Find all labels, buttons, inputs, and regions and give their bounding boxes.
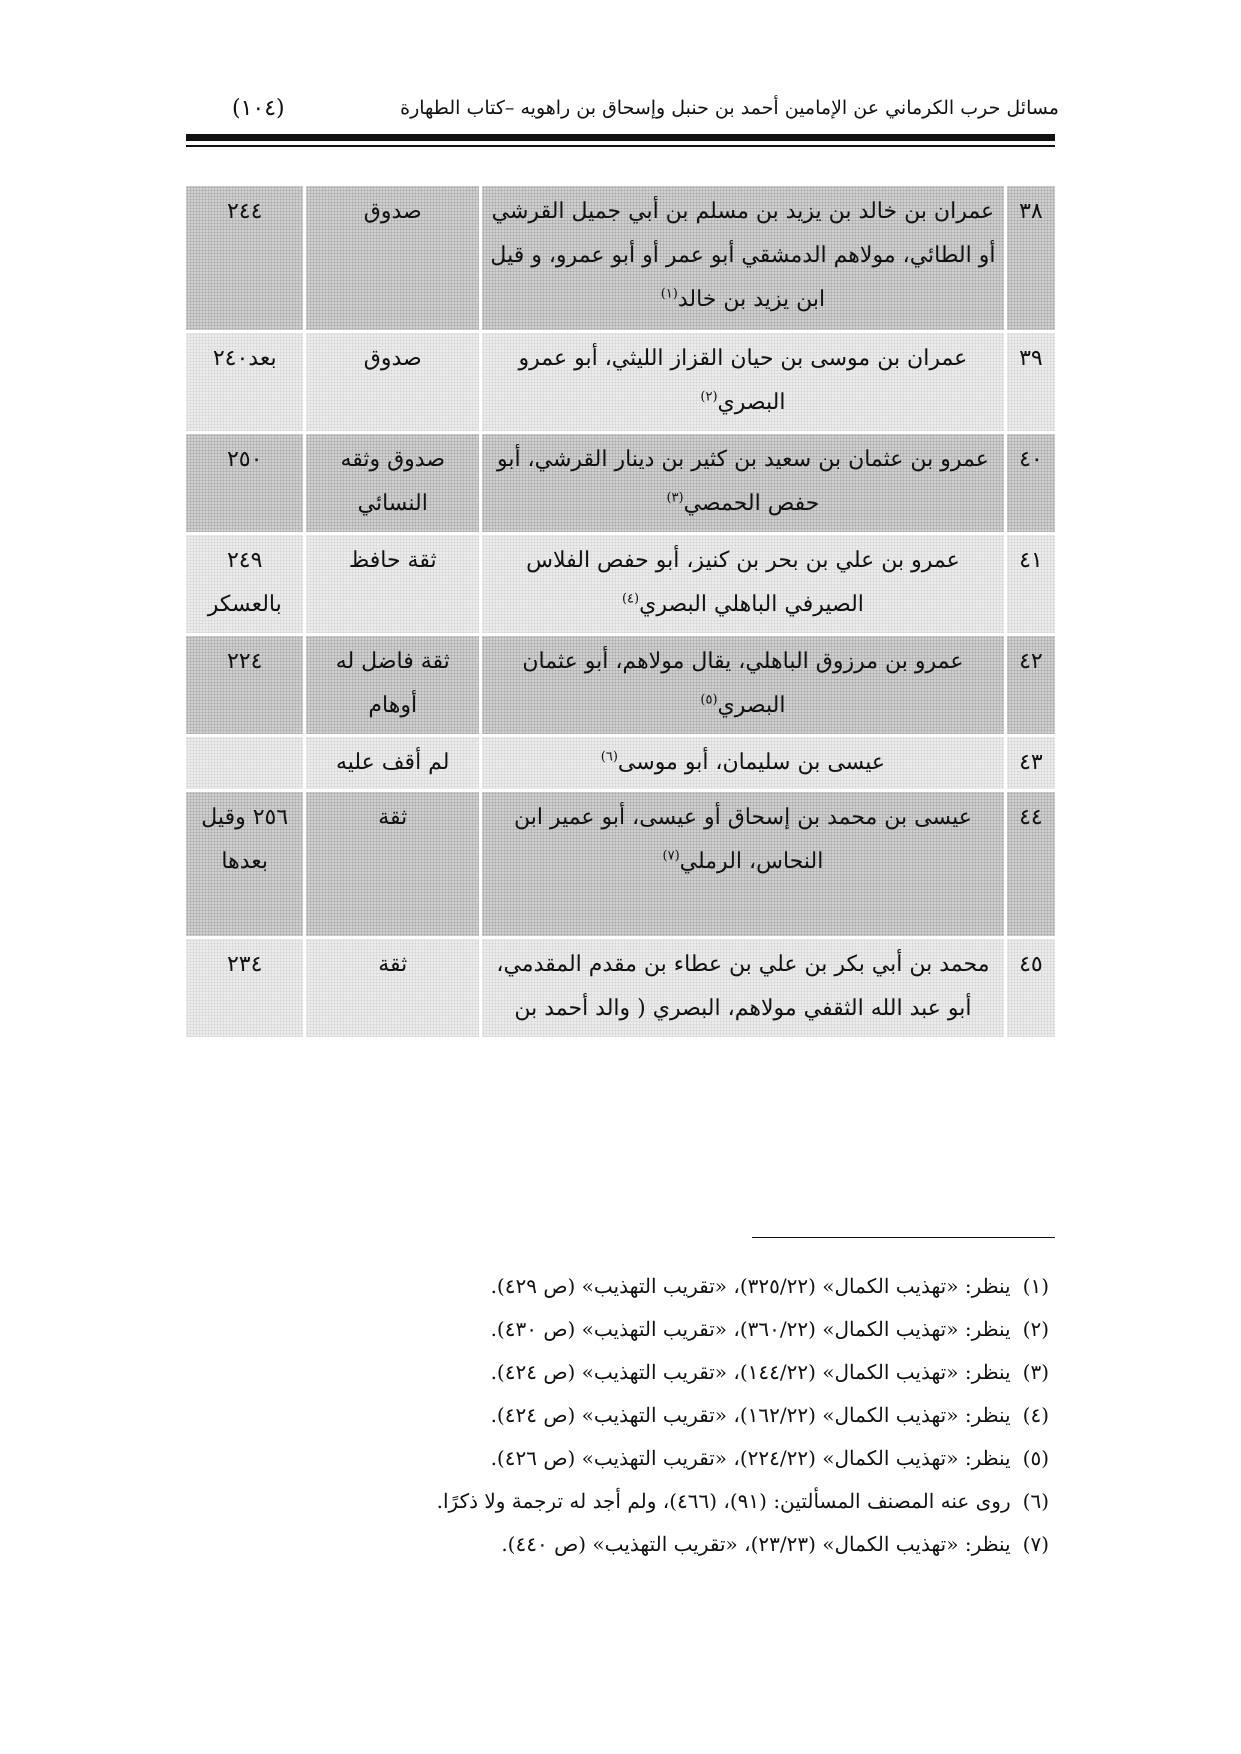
row-number: ٤٢ xyxy=(1004,636,1055,737)
header-rule-thick xyxy=(186,134,1055,141)
death-year: ٢٥٠ xyxy=(186,434,303,535)
footnote-mark: (٢) xyxy=(1022,1317,1049,1341)
footnote-text: ينظر: «تهذيب الكمال» (١٤٤/٢٢)، «تقريب التهذيب» (ص ٤٢٤). xyxy=(490,1360,1011,1384)
narrator-grade: ثقة xyxy=(303,792,479,939)
page-number: (١٠٤) xyxy=(232,95,285,121)
table-row xyxy=(186,792,1055,939)
narrator-grade: صدوق وثقه النسائي xyxy=(303,434,479,535)
footnote-ref[interactable]: (٦) xyxy=(600,749,618,765)
footnote-text: ينظر: «تهذيب الكمال» (٣٦٠/٢٢)، «تقريب التهذيب» (ص ٤٣٠). xyxy=(490,1317,1011,1341)
row-number: ٣٨ xyxy=(1004,186,1055,333)
table-row xyxy=(186,434,1055,535)
row-number: ٤٥ xyxy=(1004,939,1055,1040)
table-row xyxy=(186,737,1055,792)
table-row xyxy=(186,636,1055,737)
table-row xyxy=(186,333,1055,434)
narrator-grade: ثقة xyxy=(303,939,479,1040)
table-row xyxy=(186,939,1055,1040)
running-title: مسائل حرب الكرماني عن الإمامين أحمد بن حنبل وإسحاق بن راهويه –كتاب الطهارة xyxy=(400,97,1059,119)
death-year: ٢٣٤ xyxy=(186,939,303,1040)
narrator-name xyxy=(479,186,1004,333)
narrator-name-text: عمرو بن مرزوق الباهلي، يقال مولاهم، أبو عثمان البصري xyxy=(522,649,964,718)
footnote-mark: (٦) xyxy=(1022,1489,1049,1513)
footnote-text: ينظر: «تهذيب الكمال» (٣٢٥/٢٢)، «تقريب التهذيب» (ص ٤٢٩). xyxy=(490,1274,1011,1298)
table-row xyxy=(186,186,1055,333)
footnote-text: ينظر: «تهذيب الكمال» (١٦٢/٢٢)، «تقريب التهذيب» (ص ٤٢٤). xyxy=(490,1403,1011,1427)
footnote-mark: (٣) xyxy=(1022,1360,1049,1384)
row-number: ٤٤ xyxy=(1004,792,1055,939)
footnote xyxy=(229,1437,1049,1480)
narrator-name-text: عيسى بن محمد بن إسحاق أو عيسى، أبو عمير ابن النحاس، الرملي xyxy=(513,805,972,874)
footnote-ref[interactable]: (٢) xyxy=(700,389,718,405)
death-year: ٢٤٤ xyxy=(186,186,303,333)
narrator-name xyxy=(479,636,1004,737)
death-year: ٢٤٩ بالعسكر xyxy=(186,535,303,636)
narrator-name xyxy=(479,737,1004,792)
death-year: ٢٥٦ وقيل بعدها xyxy=(186,792,303,939)
footnotes xyxy=(229,1265,1049,1566)
footnote-ref[interactable]: (٥) xyxy=(700,692,718,708)
header-rule-thin xyxy=(186,145,1055,147)
table-row xyxy=(186,535,1055,636)
narrator-name-text: محمد بن أبي بكر بن علي بن عطاء بن مقدم المقدمي، أبو عبد الله الثقفي مولاهم، البصري ( والد أحمد بن xyxy=(496,952,990,1021)
footnote xyxy=(229,1265,1049,1308)
death-year: ٢٢٤ xyxy=(186,636,303,737)
footnote-mark: (٤) xyxy=(1022,1403,1049,1427)
footnote-ref[interactable]: (٧) xyxy=(662,848,680,864)
narrator-name-text: عمرو بن عثمان بن سعيد بن كثير بن دينار القرشي، أبو حفص الحمصي xyxy=(496,447,989,516)
narrator-name-text: عمران بن خالد بن يزيد بن مسلم بن أبي جميل القرشي أو الطائي، مولاهم الدمشقي أبو عمر أو أبو عمرو، و قيل ابن يزيد بن خالد xyxy=(490,199,996,312)
page-header xyxy=(232,88,1059,128)
row-number: ٤٠ xyxy=(1004,434,1055,535)
footnote xyxy=(229,1480,1049,1523)
death-year xyxy=(186,737,303,792)
narrator-name-text: عمران بن موسى بن حيان القزاز الليثي، أبو عمرو البصري xyxy=(518,346,968,415)
narrator-name-text: عيسى بن سليمان، أبو موسى xyxy=(617,750,886,775)
row-number: ٤١ xyxy=(1004,535,1055,636)
narrator-name xyxy=(479,434,1004,535)
narrator-name xyxy=(479,535,1004,636)
footnote-separator xyxy=(752,1237,1055,1238)
narrator-name-text: عمرو بن علي بن بحر بن كنيز، أبو حفص الفلاس الصيرفي الباهلي البصري xyxy=(526,548,960,617)
footnote-ref[interactable]: (١) xyxy=(660,286,678,302)
footnote xyxy=(229,1351,1049,1394)
row-number: ٤٣ xyxy=(1004,737,1055,792)
narrator-name xyxy=(479,333,1004,434)
narrator-name xyxy=(479,792,1004,939)
footnote-text: ينظر: «تهذيب الكمال» (٢٣/٢٣)، «تقريب التهذيب» (ص ٤٤٠). xyxy=(501,1532,1011,1556)
footnote xyxy=(229,1394,1049,1437)
narrator-grade: صدوق xyxy=(303,333,479,434)
narrator-grade: ثقة حافظ xyxy=(303,535,479,636)
narrator-grade: ثقة فاضل له أوهام xyxy=(303,636,479,737)
narrator-grade: صدوق xyxy=(303,186,479,333)
footnote-ref[interactable]: (٣) xyxy=(666,490,684,506)
footnote xyxy=(229,1523,1049,1566)
narrator-grade: لم أقف عليه xyxy=(303,737,479,792)
footnote-mark: (٥) xyxy=(1022,1446,1049,1470)
narrator-name xyxy=(479,939,1004,1040)
row-number: ٣٩ xyxy=(1004,333,1055,434)
footnote-ref[interactable]: (٤) xyxy=(621,591,640,607)
footnote-mark: (٧) xyxy=(1022,1532,1049,1556)
footnote-text: روى عنه المصنف المسألتين: (٩١)، (٤٦٦)، ولم أجد له ترجمة ولا ذكرًا. xyxy=(436,1489,1011,1513)
footnote xyxy=(229,1308,1049,1351)
footnote-mark: (١) xyxy=(1022,1274,1049,1298)
footnote-text: ينظر: «تهذيب الكمال» (٢٢٤/٢٢)، «تقريب التهذيب» (ص ٤٢٦). xyxy=(490,1446,1011,1470)
death-year: بعد٢٤٠ xyxy=(186,333,303,434)
narrators-table xyxy=(186,186,1055,1040)
